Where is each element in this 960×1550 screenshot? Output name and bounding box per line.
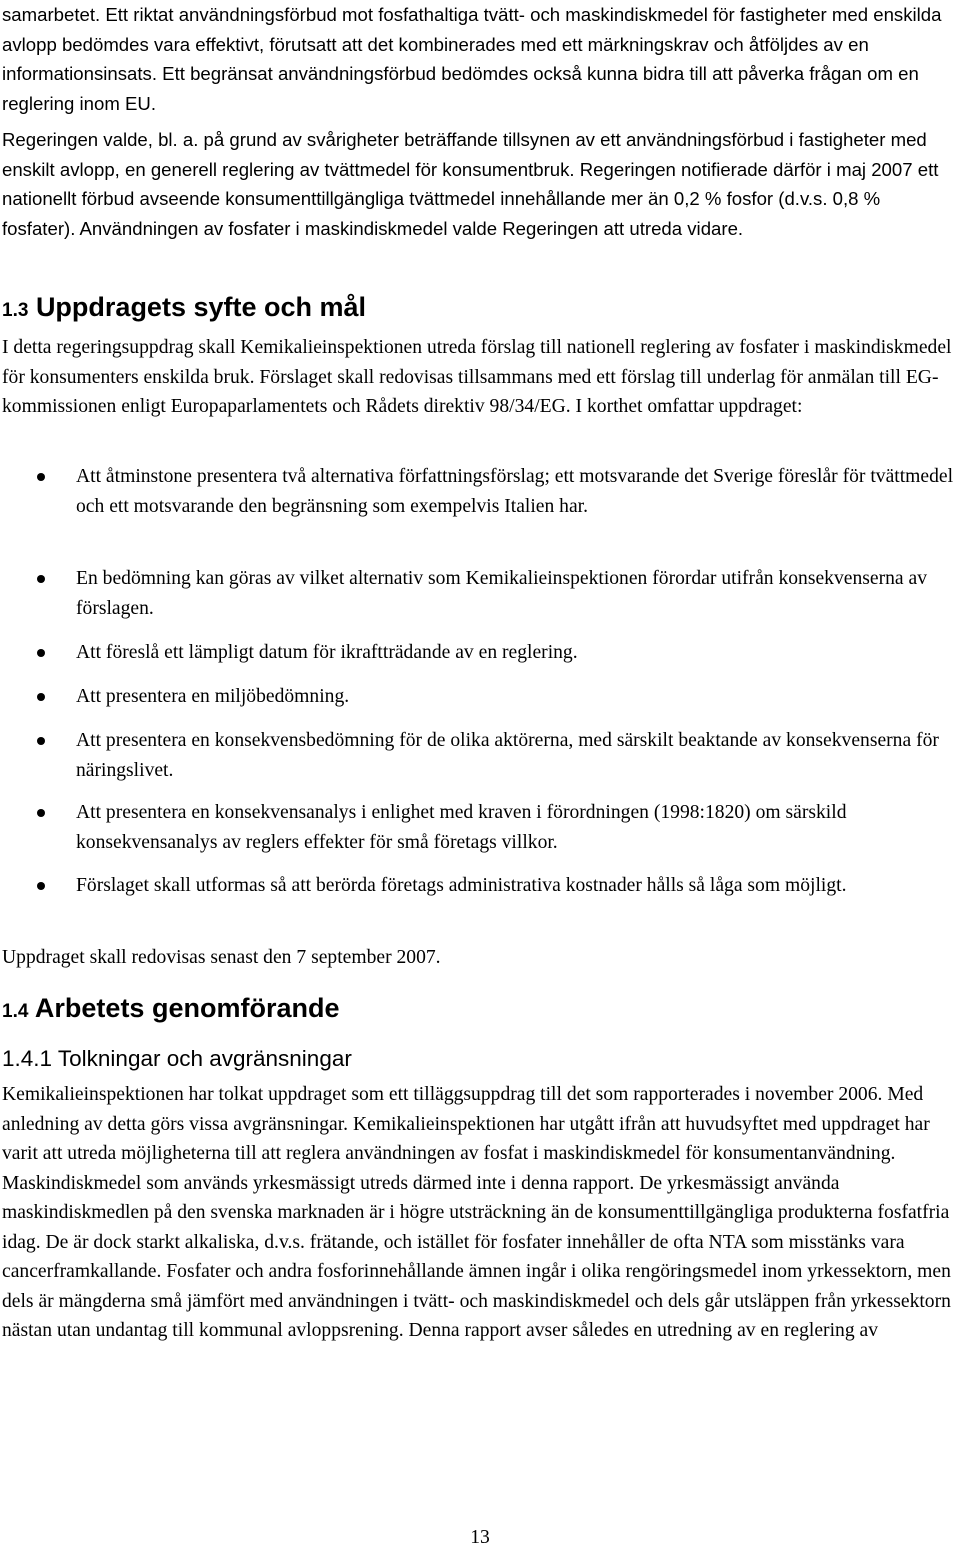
intro-paragraph-2: Regeringen valde, bl. a. på grund av svårigheter beträffande tillsynen av ett användningsförbud i fastigheter med enskilt avlopp, en generell reglering av tvättmedel för konsumentbruk. Regeringen notifierade därför i maj 2007 ett nationellt förbud avseende konsumenttillgängliga tvättmedel innehållande mer än 0,2 % fosfor (d.v.s. 0,8 % fosfater). Användningen av fosfater i maskindiskmedel valde Regeringen att utreda vidare. <box>2 129 939 239</box>
section-1-3-title: Uppdragets syfte och mål <box>35 292 367 322</box>
list-item-text: Förslaget skall utformas så att berörda företags administrativa kostnader hålls så låga som möjligt. <box>76 875 847 896</box>
list-item-text: Att presentera en konsekvensanalys i enlighet med kraven i förordningen (1998:1820) om särskild konsekvensanalys av reglers effekter för små företags villkor. <box>76 802 847 853</box>
list-item-text: En bedömning kan göras av vilket alternativ som Kemikalieinspektionen förordar utifrån konsekvenserna av förslagen. <box>76 568 927 619</box>
page-number: 13 <box>470 1527 490 1548</box>
list-item-text: Att presentera en konsekvensbedömning för de olika aktörerna, med särskilt beaktande av konsekvenserna för näringslivet. <box>76 730 939 781</box>
intro-paragraph-1: samarbetet. Ett riktat användningsförbud mot fosfathaltiga tvätt- och maskindiskmedel för fastigheter med enskilda avlopp bedömdes vara effektivt, förutsatt att det kombinerades med ett märkningskrav och åtföljdes av en informationsinsats. Ett begränsat användningsförbud bedömdes också kunna bidra till att påverka frågan om en reglering inom EU. <box>2 4 942 114</box>
bullet-icon <box>37 809 45 817</box>
section-1-4-number: 1.4 <box>2 1001 29 1022</box>
section-1-4-1-heading <box>2 1043 352 1075</box>
section-1-3-paragraph: I detta regeringsuppdrag skall Kemikalieinspektionen utreda förslag till nationell reglering av fosfater i maskindiskmedel för konsumenters enskilda bruk. Förslaget skall redovisas tillsammans med ett förslag till underlag för anmälan till EG-kommissionen enligt Europaparlamentets och Rådets direktiv 98/34/EG. I korthet omfattar uppdraget: <box>2 337 952 417</box>
bullet-icon <box>37 882 45 890</box>
bullet-icon <box>37 737 45 745</box>
section-1-4-1-title: Tolkningar och avgränsningar <box>57 1046 352 1071</box>
section-1-3-heading <box>2 291 366 327</box>
section-1-4-title: Arbetets genomförande <box>34 993 340 1023</box>
bullet-icon <box>37 473 45 481</box>
list-item-text: Att presentera en miljöbedömning. <box>76 686 350 707</box>
list-item-text: Att föreslå ett lämpligt datum för ikraftträdande av en reglering. <box>76 642 578 663</box>
bullet-icon <box>37 693 45 701</box>
deadline-paragraph: Uppdraget skall redovisas senast den 7 september 2007. <box>2 947 441 968</box>
section-1-4-1-paragraph: Kemikalieinspektionen har tolkat uppdraget som ett tilläggsuppdrag till det som rapporterades i november 2006. Med anledning av detta görs vissa avgränsningar. Kemikalieinspektionen har utgått ifrån att huvudsyftet med uppdraget har varit att utreda möjligheterna till att reglera användningen av fosfat i maskindiskmedel för konsumentanvändning. Maskindiskmedel som används yrkesmässigt utreds därmed inte i denna rapport. De yrkesmässigt använda maskindiskmedlen på den svenska marknaden är i högre utsträckning än de konsumenttillgängliga produkterna fosfatfria idag. De är dock starkt alkaliska, d.v.s. frätande, och istället för fosfater innehåller de ofta NTA som misstänks vara cancerframkallande. Fosfater och andra fosforinnehållande ämnen ingår i olika rengöringsmedel inom yrkessektorn, men dels är mängderna små jämfört med användningen i tvätt- och maskindiskmedel och dels går utsläppen från yrkessektorn nästan utan undantag till kommunal avloppsrening. Denna rapport avser således en utredning av en reglering av <box>2 1084 951 1341</box>
bullet-icon <box>37 649 45 657</box>
section-1-4-heading <box>2 992 339 1028</box>
bullet-icon <box>37 575 45 583</box>
section-1-3-number: 1.3 <box>2 300 29 321</box>
list-item-text: Att åtminstone presentera två alternativa författningsförslag; ett motsvarande det Sverige föreslår för tvättmedel och ett motsvarande den begränsning som exempelvis Italien har. <box>76 466 954 517</box>
section-1-4-1-number: 1.4.1 <box>2 1046 53 1071</box>
